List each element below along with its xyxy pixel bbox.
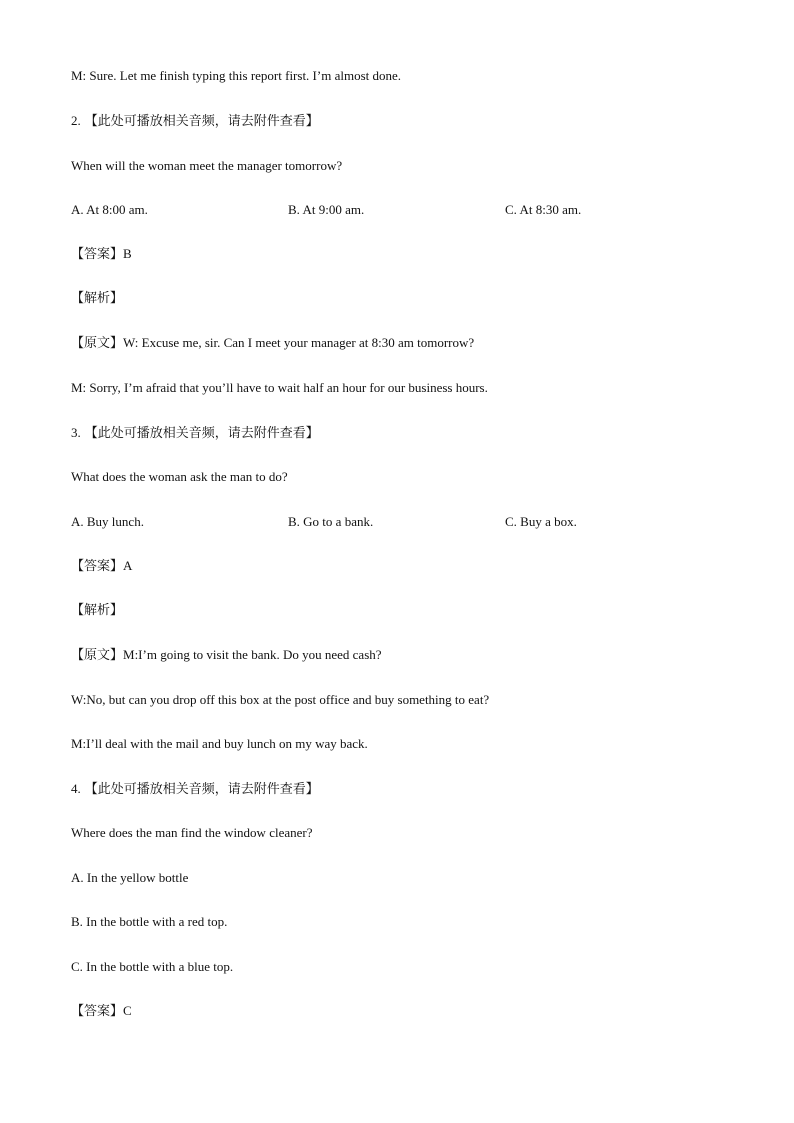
question-2-transcript-2: M: Sorry, I’m afraid that you’ll have to wait half an hour for our business hours. (71, 380, 488, 395)
question-4-option-a: A. In the yellow bottle (71, 870, 189, 885)
question-3-transcript-3: M:I’ll deal with the mail and buy lunch on my way back. (71, 736, 368, 751)
dialogue-line: M: Sure. Let me finish typing this report first. I’m almost done. (71, 68, 402, 83)
question-2-option-c: C. At 8:30 am. (505, 202, 582, 217)
transcript-label: 【原文】 (71, 648, 124, 663)
transcript-label: 【原文】 (71, 336, 124, 351)
question-3-option-b: B. Go to a bank. (288, 514, 374, 529)
question-2-header (71, 112, 319, 131)
question-3-option-c: C. Buy a box. (505, 514, 577, 529)
answer-value: A (123, 558, 133, 573)
transcript-text: M:I’m going to visit the bank. Do you need cash? (123, 647, 382, 662)
question-3-answer (71, 557, 132, 576)
question-4-answer (71, 1002, 132, 1021)
question-2-text: When will the woman meet the manager tomorrow? (71, 158, 343, 173)
audio-note: 【此处可播放相关音频，请去附件查看】 (84, 782, 319, 797)
answer-label: 【答案】 (71, 1004, 124, 1019)
question-3-text: What does the woman ask the man to do? (71, 469, 288, 484)
audio-note: 【此处可播放相关音频，请去附件查看】 (84, 426, 319, 441)
question-number: 3. (71, 425, 81, 440)
question-3-option-a: A. Buy lunch. (71, 514, 144, 529)
question-4-text: Where does the man find the window cleaner? (71, 825, 313, 840)
question-number: 4. (71, 781, 81, 796)
question-4-option-c: C. In the bottle with a blue top. (71, 959, 234, 974)
transcript-text: W: Excuse me, sir. Can I meet your manager at 8:30 am tomorrow? (123, 335, 475, 350)
answer-label: 【答案】 (71, 559, 124, 574)
answer-value: C (123, 1003, 132, 1018)
question-2-option-b: B. At 9:00 am. (288, 202, 365, 217)
question-2-analysis-label: 【解析】 (71, 291, 124, 306)
answer-label: 【答案】 (71, 247, 124, 262)
question-2-transcript-1 (71, 334, 474, 353)
audio-note: 【此处可播放相关音频，请去附件查看】 (84, 114, 319, 129)
question-3-transcript-1 (71, 646, 382, 665)
question-4-option-b: B. In the bottle with a red top. (71, 914, 228, 929)
question-4-header (71, 780, 319, 799)
answer-value: B (123, 246, 132, 261)
question-3-transcript-2: W:No, but can you drop off this box at the post office and buy something to eat? (71, 692, 490, 707)
question-3-analysis-label: 【解析】 (71, 603, 124, 618)
question-2-option-a: A. At 8:00 am. (71, 202, 148, 217)
question-number: 2. (71, 113, 81, 128)
question-2-answer (71, 245, 132, 264)
question-3-header (71, 424, 319, 443)
